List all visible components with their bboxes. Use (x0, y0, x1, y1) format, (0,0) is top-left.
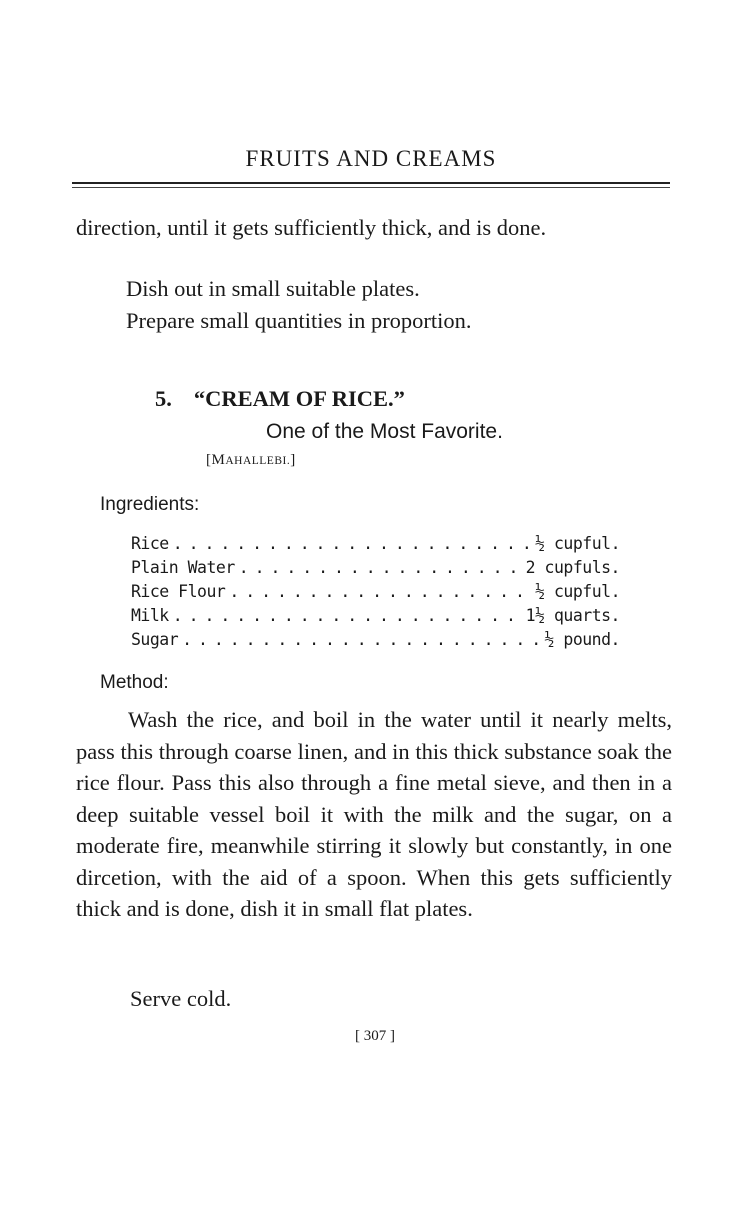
dot-leader (239, 558, 522, 577)
ingredient-row (131, 558, 620, 582)
alt-name-bracket-close: ] (290, 452, 296, 468)
dot-leader (182, 630, 540, 649)
dot-leader (173, 534, 531, 553)
method-label: Method: (100, 672, 169, 693)
method-text: Wash the rice, and boil in the water until it nearly melts, pass this through coarse linen, and in this thick substance soak the rice flour. Pass this also through a fine metal sieve, and then in a deep suitable vessel boil it with the milk and the sugar, on a moderate fire, meanwhile stirring it slowly but constantly, in one dircetion, with the aid of a spoon. When this gets sufficiently thick and is done, dish it in small flat plates. (76, 707, 672, 921)
ingredient-row (131, 582, 620, 606)
ingredients-label: Ingredients: (100, 494, 200, 515)
ingredient-quantity: 2 cupfuls. (525, 558, 620, 577)
ingredient-quantity: ½ cupful. (535, 582, 620, 601)
ingredient-name: Rice Flour (131, 582, 226, 601)
ingredient-quantity: ½ pound. (544, 630, 620, 649)
ingredient-name: Sugar (131, 630, 179, 649)
ingredient-name: Plain Water (131, 558, 235, 577)
dot-leader (173, 606, 522, 625)
alt-name-initial: M (211, 452, 226, 468)
ingredient-name: Rice (131, 534, 169, 553)
ingredients-list (131, 534, 620, 654)
method-paragraph (76, 704, 672, 925)
ingredient-row (131, 534, 620, 558)
serve-instruction: Serve cold. (130, 986, 232, 1011)
alt-name-rest: AHALLEBI. (225, 455, 291, 467)
continuation-line-2: Prepare small quantities in proportion. (126, 308, 472, 333)
continuation-line-1: Dish out in small suitable plates. (126, 276, 420, 301)
header-rule-thin (72, 187, 670, 188)
recipe-subtitle: One of the Most Favorite. (266, 420, 503, 443)
running-head: FRUITS AND CREAMS (245, 146, 497, 171)
ingredient-name: Milk (131, 606, 169, 625)
ingredient-row (131, 606, 620, 630)
continuation-paragraph: direction, until it gets sufficiently thick, and is done. (76, 215, 547, 240)
recipe-heading (155, 386, 405, 412)
alt-name-bracket-open: [ (206, 452, 212, 468)
dot-leader (229, 582, 531, 601)
recipe-number: 5. (155, 386, 172, 411)
ingredient-quantity: ½ cupful. (535, 534, 620, 553)
recipe-title: “CREAM OF RICE.” (193, 386, 405, 411)
ingredient-quantity: 1½ quarts. (525, 606, 620, 625)
page-number: [ 307 ] (355, 1028, 395, 1044)
header-rule-thick (72, 182, 670, 184)
ingredient-row (131, 630, 620, 654)
recipe-alt-name (206, 452, 296, 469)
